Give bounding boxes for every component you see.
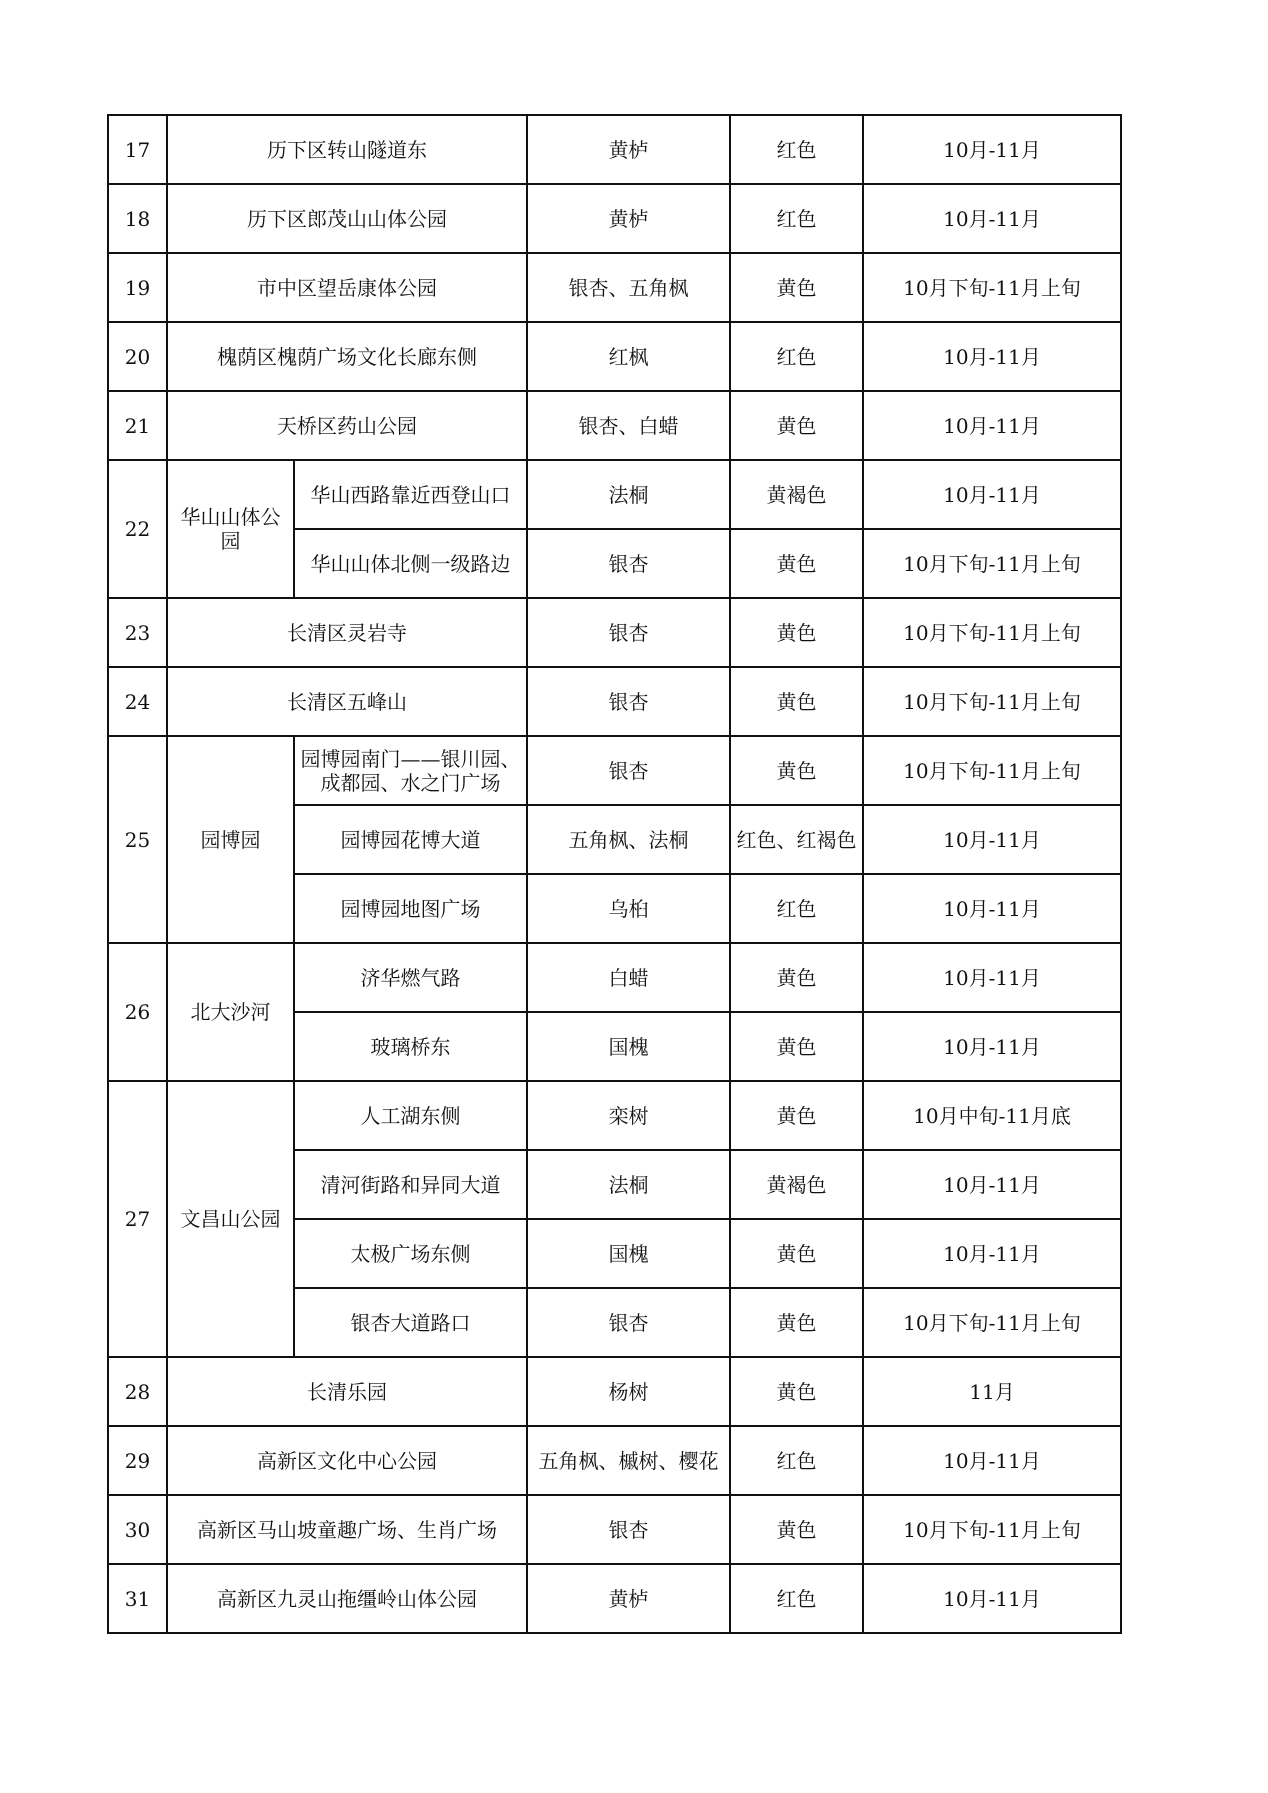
color-cell: 黄色: [730, 253, 863, 322]
table-row: [108, 184, 1121, 253]
table-row: [108, 667, 1121, 736]
group-cell: 园博园: [167, 736, 294, 943]
location-cell: 长清乐园: [167, 1357, 527, 1426]
row-number: 25: [108, 736, 167, 943]
period-cell: 10月-11月: [863, 1426, 1121, 1495]
table-row: [108, 1357, 1121, 1426]
color-cell: 黄色: [730, 1357, 863, 1426]
table-row: [108, 391, 1121, 460]
group-cell: 华山山体公园: [167, 460, 294, 598]
location-cell: 高新区马山坡童趣广场、生肖广场: [167, 1495, 527, 1564]
color-cell: 红色、红褐色: [730, 805, 863, 874]
location-cell: 高新区文化中心公园: [167, 1426, 527, 1495]
table-row: [108, 1495, 1121, 1564]
table-row: [108, 322, 1121, 391]
table-row: [108, 598, 1121, 667]
color-cell: 黄色: [730, 1081, 863, 1150]
location-cell: 清河街路和异同大道: [294, 1150, 527, 1219]
color-cell: 黄色: [730, 736, 863, 805]
species-cell: 国槐: [527, 1012, 730, 1081]
table-row: [108, 943, 1121, 1012]
group-cell: 文昌山公园: [167, 1081, 294, 1357]
species-cell: 银杏: [527, 1495, 730, 1564]
table-row: [108, 1081, 1121, 1150]
species-cell: 乌桕: [527, 874, 730, 943]
species-cell: 黄栌: [527, 184, 730, 253]
row-number: 18: [108, 184, 167, 253]
species-cell: 银杏: [527, 667, 730, 736]
color-cell: 红色: [730, 322, 863, 391]
table-row: [108, 736, 1121, 805]
period-cell: 10月下旬-11月上旬: [863, 1288, 1121, 1357]
location-cell: 银杏大道路口: [294, 1288, 527, 1357]
location-cell: 长清区五峰山: [167, 667, 527, 736]
color-cell: 黄褐色: [730, 460, 863, 529]
period-cell: 10月-11月: [863, 115, 1121, 184]
location-cell: 长清区灵岩寺: [167, 598, 527, 667]
row-number: 27: [108, 1081, 167, 1357]
species-cell: 黄栌: [527, 115, 730, 184]
species-cell: 法桐: [527, 1150, 730, 1219]
species-cell: 法桐: [527, 460, 730, 529]
period-cell: 10月-11月: [863, 460, 1121, 529]
autumn-foliage-spots-table: [107, 114, 1122, 1634]
row-number: 30: [108, 1495, 167, 1564]
species-cell: 银杏: [527, 736, 730, 805]
row-number: 22: [108, 460, 167, 598]
location-cell: 历下区转山隧道东: [167, 115, 527, 184]
row-number: 29: [108, 1426, 167, 1495]
period-cell: 10月-11月: [863, 322, 1121, 391]
row-number: 21: [108, 391, 167, 460]
row-number: 26: [108, 943, 167, 1081]
row-number: 24: [108, 667, 167, 736]
color-cell: 红色: [730, 115, 863, 184]
row-number: 23: [108, 598, 167, 667]
period-cell: 10月-11月: [863, 1012, 1121, 1081]
location-cell: 园博园南门——银川园、成都园、水之门广场: [294, 736, 527, 805]
row-number: 19: [108, 253, 167, 322]
color-cell: 黄色: [730, 598, 863, 667]
period-cell: 10月-11月: [863, 874, 1121, 943]
location-cell: 槐荫区槐荫广场文化长廊东侧: [167, 322, 527, 391]
location-cell: 历下区郎茂山山体公园: [167, 184, 527, 253]
period-cell: 10月-11月: [863, 1219, 1121, 1288]
species-cell: 银杏: [527, 1288, 730, 1357]
species-cell: 银杏: [527, 529, 730, 598]
row-number: 28: [108, 1357, 167, 1426]
color-cell: 黄色: [730, 943, 863, 1012]
period-cell: 10月下旬-11月上旬: [863, 253, 1121, 322]
species-cell: 五角枫、槭树、樱花: [527, 1426, 730, 1495]
color-cell: 红色: [730, 874, 863, 943]
color-cell: 红色: [730, 1426, 863, 1495]
table-row: [108, 1564, 1121, 1633]
period-cell: 10月下旬-11月上旬: [863, 1495, 1121, 1564]
location-cell: 济华燃气路: [294, 943, 527, 1012]
group-cell: 北大沙河: [167, 943, 294, 1081]
location-cell: 玻璃桥东: [294, 1012, 527, 1081]
location-cell: 太极广场东侧: [294, 1219, 527, 1288]
species-cell: 五角枫、法桐: [527, 805, 730, 874]
table-row: [108, 115, 1121, 184]
location-cell: 人工湖东侧: [294, 1081, 527, 1150]
location-cell: 华山西路靠近西登山口: [294, 460, 527, 529]
location-cell: 园博园花博大道: [294, 805, 527, 874]
color-cell: 黄色: [730, 1012, 863, 1081]
period-cell: 10月-11月: [863, 1150, 1121, 1219]
period-cell: 10月中旬-11月底: [863, 1081, 1121, 1150]
species-cell: 国槐: [527, 1219, 730, 1288]
period-cell: 10月下旬-11月上旬: [863, 667, 1121, 736]
period-cell: 10月-11月: [863, 391, 1121, 460]
species-cell: 栾树: [527, 1081, 730, 1150]
color-cell: 红色: [730, 1564, 863, 1633]
period-cell: 10月-11月: [863, 184, 1121, 253]
period-cell: 10月-11月: [863, 1564, 1121, 1633]
species-cell: 银杏: [527, 598, 730, 667]
period-cell: 10月-11月: [863, 805, 1121, 874]
species-cell: 红枫: [527, 322, 730, 391]
row-number: 31: [108, 1564, 167, 1633]
table-row: [108, 1426, 1121, 1495]
color-cell: 黄色: [730, 1288, 863, 1357]
location-cell: 高新区九灵山拖缰岭山体公园: [167, 1564, 527, 1633]
table-row: [108, 460, 1121, 529]
period-cell: 10月下旬-11月上旬: [863, 529, 1121, 598]
period-cell: 10月下旬-11月上旬: [863, 598, 1121, 667]
location-cell: 天桥区药山公园: [167, 391, 527, 460]
color-cell: 黄色: [730, 1495, 863, 1564]
location-cell: 市中区望岳康体公园: [167, 253, 527, 322]
location-cell: 园博园地图广场: [294, 874, 527, 943]
color-cell: 黄色: [730, 667, 863, 736]
species-cell: 白蜡: [527, 943, 730, 1012]
period-cell: 11月: [863, 1357, 1121, 1426]
species-cell: 黄栌: [527, 1564, 730, 1633]
species-cell: 杨树: [527, 1357, 730, 1426]
row-number: 20: [108, 322, 167, 391]
period-cell: 10月下旬-11月上旬: [863, 736, 1121, 805]
color-cell: 黄色: [730, 391, 863, 460]
period-cell: 10月-11月: [863, 943, 1121, 1012]
table-row: [108, 253, 1121, 322]
color-cell: 黄色: [730, 1219, 863, 1288]
species-cell: 银杏、白蜡: [527, 391, 730, 460]
species-cell: 银杏、五角枫: [527, 253, 730, 322]
location-cell: 华山山体北侧一级路边: [294, 529, 527, 598]
color-cell: 黄色: [730, 529, 863, 598]
row-number: 17: [108, 115, 167, 184]
color-cell: 红色: [730, 184, 863, 253]
color-cell: 黄褐色: [730, 1150, 863, 1219]
